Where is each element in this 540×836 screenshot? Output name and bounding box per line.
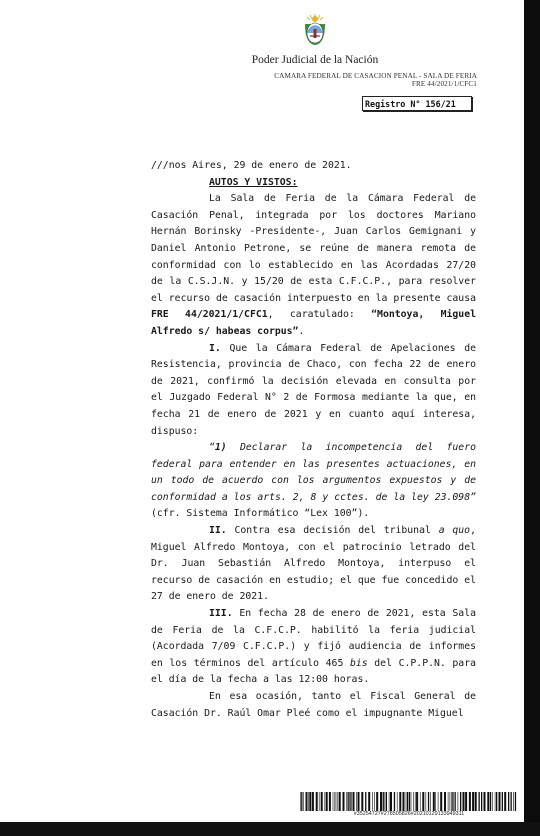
dateline: ///nos Aires, 29 de enero de 2021. bbox=[151, 160, 352, 171]
paragraph-iii: III. En fecha 28 de enero de 2021, esta Sala de Feria de la C.F.C.P. habilitó la feria judicial (Acordada 7/09 C.F.C.P.) y fijó audiencia de informes en los términos del artículo 465 bis del C.P.P.N. para el día de la fecha a las 12:00 horas. bbox=[151, 608, 476, 686]
barcode-number: #35254727#278505826#20210129133949311 bbox=[353, 811, 465, 817]
scan-bottom-edge bbox=[0, 822, 540, 836]
scan-edge bbox=[524, 0, 540, 836]
argentine-coat-of-arms-icon bbox=[302, 13, 328, 47]
issuer-title: Poder Judicial de la Nación bbox=[251, 54, 379, 66]
registro-box: Registro N° 156/21 bbox=[362, 96, 472, 111]
paragraph-intro: La Sala de Feria de la Cámara Federal de Casación Penal, integrada por los doctores Mariano Hernán Borinsky -Presidente-, Juan Carlos Gemignani y Daniel Antonio Petrone, se reúne de manera remota de conformidad con lo establecido en las Acordadas 27/20 de la C.S.J.N. y 15/20 de esta C.F.C.P., para resolver el recurso de casación interpuesto en la presente causa FRE 44/2021/1/CFC1, caratulado: “Montoya, Miguel Alfredo s/ habeas corpus”. bbox=[151, 193, 476, 337]
paragraph-i: I. Que la Cámara Federal de Apelaciones de Resistencia, provincia de Chaco, con fecha 22 de enero de 2021, confirmó la decisión elevada en consulta por el Juzgado Federal N° 2 de Formosa mediante la que, en fecha 21 de enero de 2021 y en cuanto aquí interesa, dispuso: bbox=[151, 342, 476, 437]
quoted-resolution: “1) Declarar la incompetencia del fuero federal para entender en las presentes actuaciones, en un todo de acuerdo con los argumentos expuestos y de conformidad a los arts. 2, 8 y cctes. de la ley 23.098” (cfr. Sistema Informático “Lex 100”). bbox=[151, 442, 476, 520]
barcode-icon bbox=[300, 792, 518, 811]
case-number: FRE 44/2021/1/CFC1 bbox=[411, 80, 477, 88]
paragraph-ii: II. Contra esa decisión del tribunal a quo, Miguel Alfredo Montoya, con el patrocinio letrado del Dr. Juan Sebastián Alfredo Montoya, interpuso el recurso de casación en estudio; el que fue concedido el 27 de enero de 2021. bbox=[151, 525, 476, 603]
resolution-text bbox=[151, 158, 476, 722]
court-name: CAMARA FEDERAL DE CASACION PENAL - SALA DE FERIA bbox=[274, 72, 477, 80]
paragraph-iv: En esa ocasión, tanto el Fiscal General de Casación Dr. Raúl Omar Pleé como el impugnante Miguel bbox=[151, 691, 476, 719]
section-heading: AUTOS Y VISTOS: bbox=[209, 176, 298, 188]
